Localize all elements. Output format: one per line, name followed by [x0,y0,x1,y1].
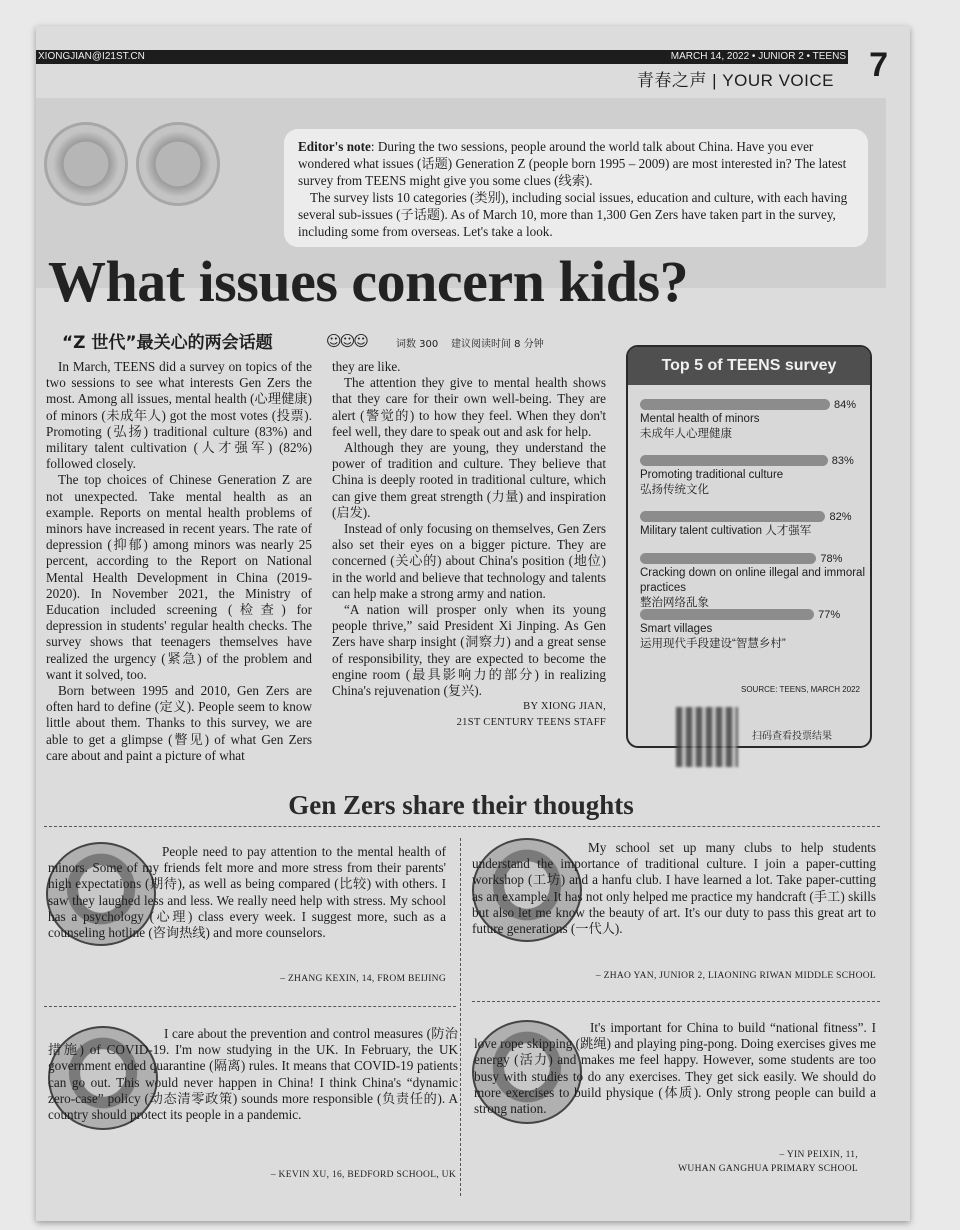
word-count: 词数 300 [396,339,439,350]
quote-kevin-xu: I care about the prevention and control measures (防治措施) of COVID-19. I'm now studying in the UK. In February, the UK government ended quarantine (隔离) rules. It means that COVID-19 patients can go out. This would never happen in China! I think China's “dynamic zero-case” policy (动态清零政策) sounds more responsible (负责任的). A country should protect its people in a pandemic. [48,1026,458,1123]
editors-note-p2: The survey lists 10 categories (类别), including social issues, education and culture, with each having several sub-issues (子话题). As of March 10, more than 1,300 Gen Zers have taken part in the survey, including some from overseas. Let's take a look. [298,190,848,239]
survey-bar-track [640,609,865,620]
article-paragraph: The attention they give to mental health shows that they care for their own well-being. They are alert (警觉的) to how they feel. When they don't feel well, they dare to speak out and ask for help. [332,375,606,439]
quote-yin-peixin: It's important for China to build “national fitness”. I love rope skipping (跳绳) and playing ping-pong. Doing exercises gives me energy (活力) and makes me feel happy. However, some students are too busy with studies to do any exercises. They get sick easily. We should do more exercises to build physique (体质). Only strong people can build a strong nation. [474,1020,876,1117]
divider [44,1006,456,1007]
survey-bar-track [640,511,865,522]
survey-bar-percent: 84% [834,398,857,411]
survey-bar-percent: 82% [829,510,852,523]
masthead-date-line: MARCH 14, 2022 • JUNIOR 2 • TEENS [670,51,846,62]
survey-bar [640,609,814,620]
difficulty-smiley-icons: ☺☺☺ [326,332,367,350]
page-headline: What issues concern kids? [48,249,689,314]
survey-bar-label [640,566,865,611]
article-paragraph: “A nation will prosper only when its young people thrive,” said President Xi Jinping. As Gen Zers have sharp insight (洞察力) and a great sense of responsibility, they are expected to become the engine room (最具影响力的部分) in realizing China's rejuvenation (复兴). [332,602,606,699]
survey-bar [640,511,825,522]
article-column-2 [332,359,606,732]
editors-note-p1 [298,138,854,189]
survey-bar-row [640,609,865,652]
thoughts-heading: Gen Zers share their thoughts [288,790,634,820]
masthead-website: XIONGJIAN@I21ST.CN [38,51,145,62]
reading-time: 建议阅读时间 8 分钟 [450,339,544,350]
divider [460,838,461,1196]
survey-bar-track [640,399,865,410]
page-number: 7 [869,46,888,84]
survey-bar-label-en: Mental health of minors [640,413,760,425]
qr-caption: 扫码查看投票结果 [752,731,832,742]
survey-bar-row [640,511,865,539]
survey-bar-label-en: Cracking down on online illegal and immoral practices [640,567,866,594]
byline-author: BY XIONG JIAN, [523,701,606,713]
editors-note-text: : During the two sessions, people around the world talk about China. Have you ever wondered what issues (话题) Generation Z (people born 1995 – 2009) are most interested in? The latest survey from TEENS might give you some clues (线索). [298,139,847,188]
attribution-kevin-xu: – KEVIN XU, 16, BEDFORD SCHOOL, UK [270,1170,456,1180]
quote-zhang-kexin: People need to pay attention to the mental health of minors. Some of my friends felt more and more stress from their parents' high expectations (期待), as well as being compared (比较) with others. I saw they laughed less and less. We really need help with stress. My school has a psychology (心理) class every week. I suggest more, such as a counseling hotline (咨询热线) and more counselors. [48,844,446,941]
article-column-1 [46,359,312,764]
survey-bar [640,553,816,564]
survey-bar-label-cn: 未成年人心理健康 [640,428,732,440]
attribution-yin-peixin-name: – YIN PEIXIN, 11, [779,1150,858,1160]
survey-bar [640,455,828,466]
divider [44,826,880,827]
survey-bar-percent: 77% [818,608,841,621]
reading-meta [396,335,544,350]
survey-source: SOURCE: TEENS, MARCH 2022 [741,685,860,694]
survey-bar [640,399,830,410]
editors-note-label: Editor's note [298,139,371,154]
qr-code-icon[interactable] [676,707,738,767]
article-paragraph: Instead of only focusing on themselves, Gen Zers also set their eyes on a bigger picture. They are concerned (关心的) about China's position (地位) in the world and believe that technology and talents can help make a strong army and nation. [332,521,606,601]
survey-bar-label [640,412,865,442]
survey-bar-row [640,553,865,611]
attribution-zhang-kexin: – ZHANG KEXIN, 14, FROM BEIJING [280,974,446,984]
survey-bar-track [640,455,865,466]
attribution-zhao-yan: – ZHAO YAN, JUNIOR 2, LIAONING RIWAN MIDDLE SCHOOL [595,971,876,981]
survey-panel-title: Top 5 of TEENS survey [628,347,870,385]
article-paragraph: Born between 1995 and 2010, Gen Zers are often hard to define (定义). People seem to know little about them. Thanks to this survey, we are able to get a glimpse (瞥见) of what Gen Zers care about and paint a picture of what [46,683,312,763]
attribution-yin-peixin-school: WUHAN GANGHUA PRIMARY SCHOOL [678,1164,858,1174]
survey-bar-label-cn: 运用现代手段建设“智慧乡村” [640,638,786,650]
national-emblem-icon [44,122,128,206]
article-paragraph: In March, TEENS did a survey on topics of the two sessions to see what interests Gen Zers the most. Among all issues, mental health (心理健康) of minors (未成年人) got the most votes (投票). Promoting (弘扬) traditional culture (83%) and military talent cultivation (人才强军) (82%) followed closely. [46,359,312,472]
article-paragraph: Although they are young, they understand the power of tradition and culture. They believe that China is deeply rooted in traditional culture, which can give them great strength (力量) and inspiration (启发). [332,440,606,520]
survey-bar-label-en: Promoting traditional culture [640,469,784,481]
survey-bar-track [640,553,865,564]
survey-bar-percent: 78% [820,552,843,565]
survey-bar-label [640,524,865,539]
survey-bar-row [640,399,865,442]
quote-zhao-yan: My school set up many clubs to help students understand the importance of traditional culture. I join a paper-cutting workshop (工坊) and a hanfu club. I have learned a lot. Take paper-cutting as an example. It has not only helped me practice my handcraft (手工) skills but also let me know the beauty of art. It's our duty to pass this great art to future generations (一代人). [472,840,876,937]
article-paragraph: The top choices of Chinese Generation Z are not unexpected. Take mental health as an example. Reports on mental health problems of minors have increased in recent years. The rate of depression (抑郁) among minors was nearly 25 percent, according to the Report on National Mental Health Development in China (2019-2020). In November 2021, the Ministry of Education included screening (检查) for depression in students' regular health checks. The survey shows that teenagers themselves have realized the urgency (紧急) of the problem and want it solved, too. [46,472,312,682]
survey-bar-label [640,622,865,652]
newspaper-page [36,26,910,1221]
survey-bar-percent: 83% [831,454,854,467]
article-paragraph: they are like. [332,359,401,374]
editors-note-box [284,129,868,247]
survey-bar-label-en: Smart villages [640,623,713,635]
survey-bar-label [640,468,865,498]
chinese-title: “Z 世代”最关心的两会话题 [62,333,273,353]
byline-staff: 21ST CENTURY TEENS STAFF [456,717,606,729]
survey-bar-label-cn: 整治网络乱象 [640,597,709,609]
survey-bar-label-en: Military talent cultivation 人才强军 [640,525,812,537]
divider [472,1001,880,1002]
section-title: 青春之声 | YOUR VOICE [636,71,834,90]
survey-bar-row [640,455,865,498]
cppcc-emblem-icon [136,122,220,206]
survey-bar-label-cn: 弘扬传统文化 [640,484,709,496]
survey-panel [626,345,872,748]
